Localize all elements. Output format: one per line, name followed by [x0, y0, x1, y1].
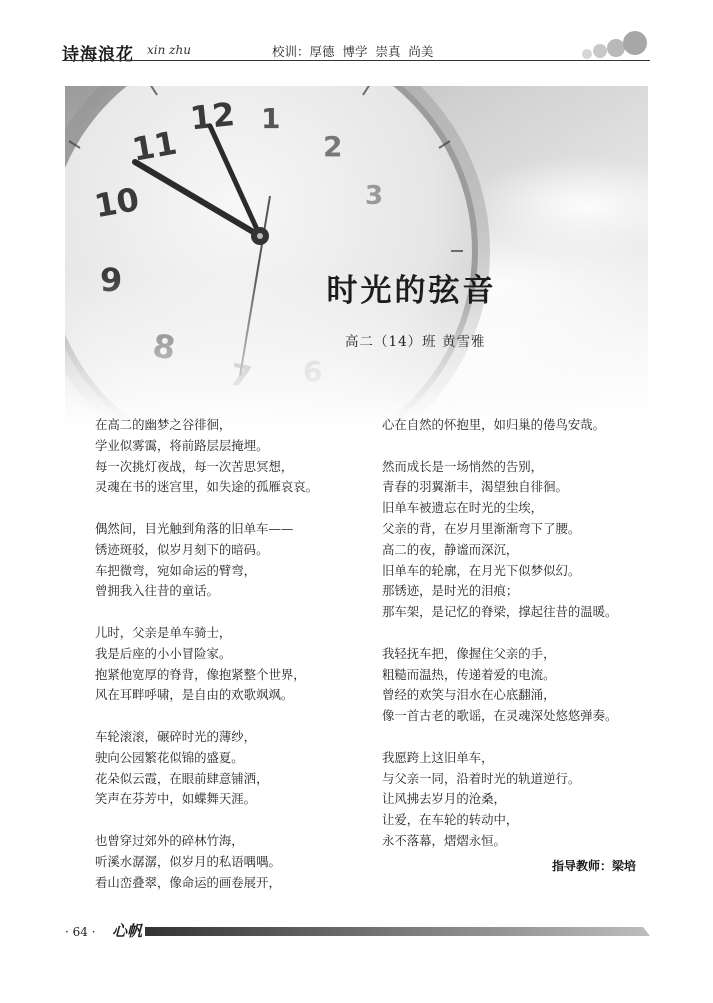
magazine-name: 心帆 — [112, 922, 143, 940]
clock-illustration — [65, 86, 648, 426]
poem-line: 车轮滚滚，碾碎时光的薄纱， — [95, 728, 257, 744]
poem-line: 锈迹斑驳，似岁月刻下的暗码。 — [95, 541, 269, 557]
poem-line: 风在耳畔呼啸，是自由的欢歌飒飒。 — [95, 687, 294, 703]
poem-line: 花朵似云霞，在眼前肆意铺洒， — [95, 770, 269, 786]
poem-line: 曾经的欢笑与泪水在心底翻涌， — [382, 687, 556, 703]
poem-line: 与父亲一同，沿着时光的轨道逆行。 — [382, 770, 581, 786]
poem-line: 我是后座的小小冒险家。 — [95, 645, 232, 661]
poem-line: 旧单车被遗忘在时光的尘埃， — [382, 500, 544, 516]
page-header — [0, 0, 713, 70]
poem-line: 听溪水潺潺，似岁月的私语喁喁。 — [95, 853, 281, 869]
poem-line: 父亲的背，在岁月里渐渐弯下了腰。 — [382, 520, 581, 536]
poem-line: 曾拥我入往昔的童话。 — [95, 583, 219, 599]
section-pinyin: xin zhu — [147, 43, 191, 57]
poem-line: 青春的羽翼渐丰，渴望独自徘徊。 — [382, 479, 568, 495]
stanza-break — [382, 623, 682, 644]
stanza-break — [95, 498, 395, 519]
poem-line: 粗糙而温热，传递着爱的电流。 — [382, 666, 556, 682]
poem-line: 旧单车的轮廓，在月光下似梦似幻。 — [382, 562, 581, 578]
section-title: 诗海浪花 — [62, 45, 134, 65]
poem-line: 永不落幕，熠熠永恒。 — [382, 832, 506, 848]
poem-line: 看山峦叠翠，像命运的画卷展开， — [95, 874, 281, 890]
poem-line: 那车架，是记忆的脊梁，撑起往昔的温暖。 — [382, 604, 618, 620]
poem-line: 在高二的幽梦之谷徘徊， — [95, 417, 232, 432]
poem-column-left — [95, 415, 395, 893]
poem-line: 偶然间，目光触到角落的旧单车—— — [95, 520, 294, 536]
poem-line: 那锈迹，是时光的泪痕； — [382, 583, 519, 599]
poem-line: 抱紧他宽厚的脊背，像抱紧整个世界， — [95, 666, 306, 682]
poem-line: 让爱，在车轮的转动中， — [382, 812, 519, 828]
poem-line: 像一首古老的歌谣，在灵魂深处悠悠弹奏。 — [382, 708, 618, 724]
stanza-break — [382, 436, 682, 457]
instructor-credit: 指导教师：梁培 — [552, 859, 637, 873]
poem-line: 儿时，父亲是单车骑士， — [95, 624, 232, 640]
decorative-bubbles-icon — [575, 26, 655, 66]
poem-line: 心在自然的怀抱里，如归巢的倦鸟安哉。 — [382, 417, 606, 432]
poem-line: 让风拂去岁月的沧桑， — [382, 791, 506, 807]
poem-line: 驶向公园繁花似锦的盛夏。 — [95, 749, 244, 765]
footer-bar — [145, 927, 650, 936]
poem-line: 笑声在芬芳中，如蝶舞天涯。 — [95, 791, 257, 807]
stanza-break — [95, 602, 395, 623]
article-title: 时光的弦音 — [326, 273, 497, 309]
poem-line: 也曾穿过郊外的碎林竹海， — [95, 832, 244, 848]
stanza-break — [95, 706, 395, 727]
school-motto: 校训：厚德 博学 崇真 尚美 — [272, 44, 434, 59]
poem-line: 然而成长是一场悄然的告别， — [382, 458, 544, 474]
stanza-break — [382, 727, 682, 748]
stanza-break — [95, 810, 395, 831]
poem-column-right — [382, 415, 682, 852]
poem-line: 我轻抚车把，像握住父亲的手， — [382, 645, 556, 661]
poem-line: 车把微弯，宛如命运的臂弯， — [95, 562, 257, 578]
poem-line: 灵魂在书的迷宫里，如失途的孤雁哀哀。 — [95, 479, 319, 495]
clock-hero-image — [65, 86, 648, 426]
poem-line: 每一次挑灯夜战，每一次苦思冥想， — [95, 458, 294, 474]
page-number: · 64 · — [65, 925, 96, 939]
poem-line: 我愿跨上这旧单车， — [382, 749, 494, 765]
poem-line: 学业似雾霭，将前路层层掩埋。 — [95, 437, 269, 453]
header-rule — [62, 60, 650, 61]
poem-line: 高二的夜，静谧而深沉， — [382, 541, 519, 557]
article-byline: 高二（14）班 黄雪雅 — [345, 334, 486, 350]
